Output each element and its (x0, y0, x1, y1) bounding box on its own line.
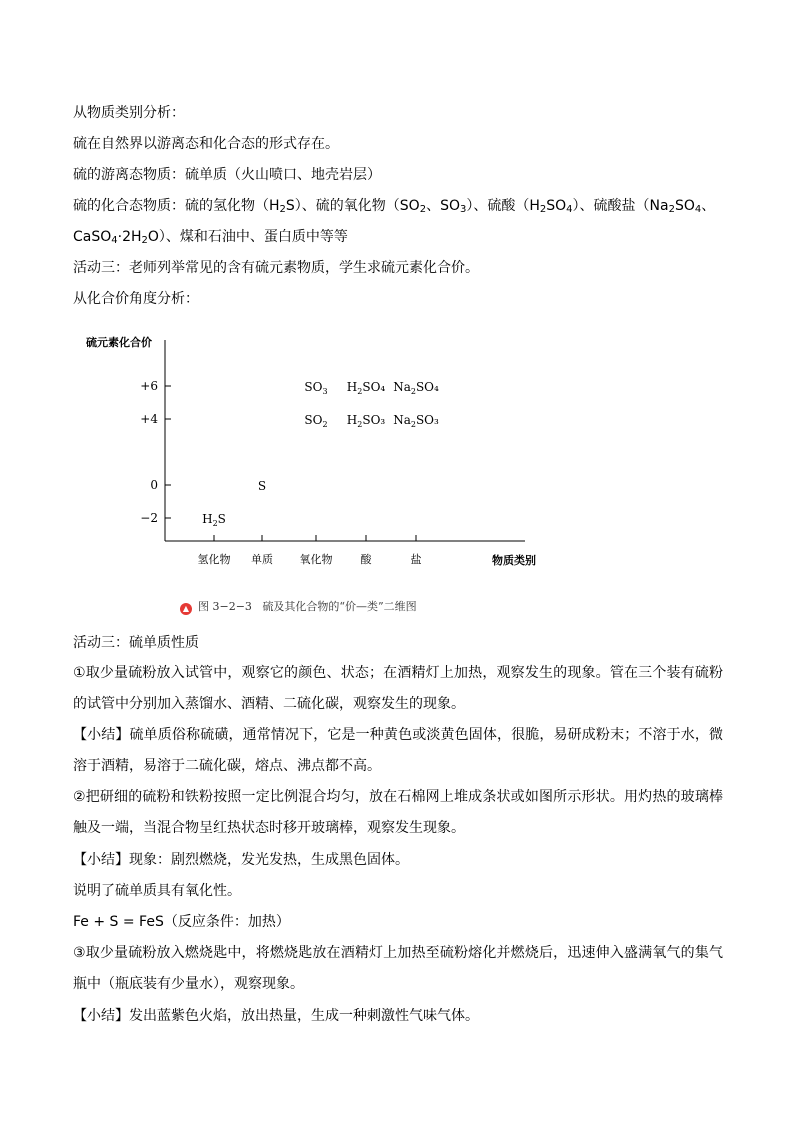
x-axis-label: 物质类别 (492, 554, 536, 567)
text-line: 从化合价角度分析： (73, 291, 199, 307)
text-line: Fe + S = FeS（反应条件：加热） (73, 914, 290, 930)
x-tick-label: 单质 (251, 553, 273, 566)
formula-label: $Na_2SO_3$ (393, 413, 439, 429)
formula-label: S (257, 479, 267, 493)
formula-label: $H_2S$ (202, 512, 226, 528)
y-axis-label: 硫元素化合价 (86, 336, 152, 349)
text-line: 从物质类别分析： (73, 105, 185, 121)
text-line: 硫的化合态物质：硫的氢化物$(H_2S)$、硫的氧化物（$SO_2$、$SO_3$）、硫酸$(H_2SO_4)$、硫酸盐（$Na_2SO_4$、 (73, 198, 716, 215)
x-tick-label: 氧化物 (299, 553, 333, 566)
x-tick-label: 酸 (360, 553, 372, 566)
x-tick-label: 盐 (410, 553, 422, 566)
triangle-icon: ▲ (180, 603, 192, 615)
text-line: 说明了硫单质具有氧化性。 (73, 883, 241, 899)
formula-label: $H_2SO_4$ (346, 380, 386, 396)
y-tick-label: +6 (140, 379, 158, 393)
figure-caption: ▲ 图 3−2−3 硫及其化合物的“价—类”二维图 (180, 598, 417, 615)
text-line: 【小结】现象：剧烈燃烧，发光发热，生成黑色固体。 (73, 852, 409, 868)
text-line: 【小结】发出蓝紫色火焰，放出热量，生成一种刺激性气味气体。 (73, 1008, 479, 1024)
formula-label: $SO_2$ (304, 413, 328, 429)
paragraph: 【小结】硫单质俗称硫磺，通常情况下，它是一种黄色或淡黄色固体，很脆，易研成粉末；不溶于水，微溶于酒精，易溶于二硫化碳，熔点、沸点都不高。 (73, 727, 723, 774)
text-line: $CaSO_4\cdot 2H_2O$）、煤和石油中、蛋白质中等等 (73, 229, 348, 246)
paragraph: ①取少量硫粉放入试管中，观察它的颜色、状态；在酒精灯上加热，观察发生的现象。管在三个装有硫粉的试管中分别加入蒸馏水、酒精、二硫化碳，观察发生的现象。 (73, 665, 723, 712)
paragraph: ③取少量硫粉放入燃烧匙中，将燃烧匙放在酒精灯上加热至硫粉熔化并燃烧后，迅速伸入盛满氧气的集气瓶中（瓶底装有少量水），观察现象。 (73, 945, 723, 992)
y-tick-label: −2 (140, 511, 158, 525)
formula-label: $SO_3$ (304, 380, 328, 396)
formula-label: $Na_2SO_4$ (393, 380, 439, 396)
y-tick-label: +4 (140, 412, 158, 426)
y-tick-label: 0 (150, 478, 158, 492)
text-line: 硫的游离态物质：硫单质（火山喷口、地壳岩层） (73, 167, 381, 183)
text-line: 活动三：硫单质性质 (73, 635, 199, 651)
text-line: 硫在自然界以游离态和化合态的形式存在。 (73, 136, 339, 152)
formula-label: $H_2SO_3$ (346, 413, 386, 429)
text-line: 活动三：老师列举常见的含有硫元素物质，学生求硫元素化合价。 (73, 260, 479, 276)
x-tick-label: 氢化物 (197, 553, 231, 566)
paragraph: ②把研细的硫粉和铁粉按照一定比例混合均匀，放在石棉网上堆成条状或如图所示形状。用灼热的玻璃棒触及一端，当混合物呈红热状态时移开玻璃棒，观察发生现象。 (73, 789, 723, 836)
